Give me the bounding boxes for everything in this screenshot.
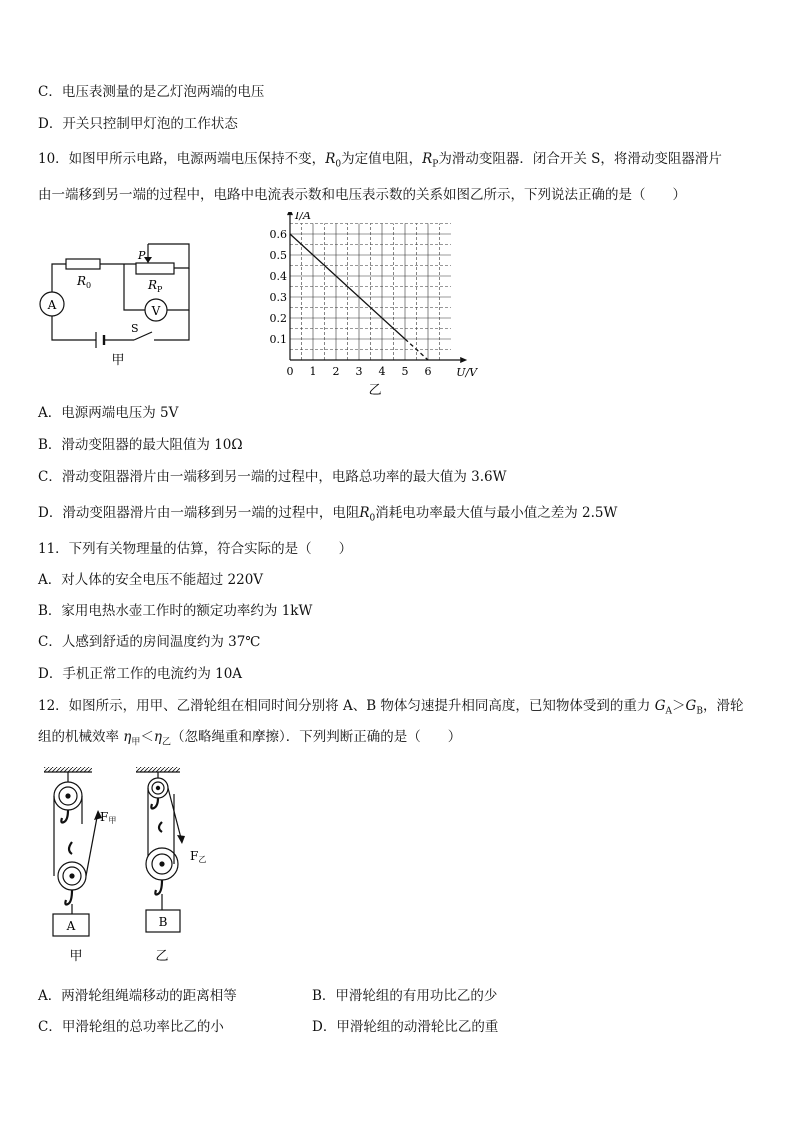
q10-option-b: B．滑动变阻器的最大阻值为 10Ω xyxy=(38,437,243,453)
q10-option-a: A．电源两端电压为 5V xyxy=(38,405,179,421)
y-tick-label: 0.5 xyxy=(269,249,287,262)
y-axis-arrow-icon xyxy=(287,212,293,215)
x-tick-label: 0 xyxy=(286,365,294,378)
pulley-diagram xyxy=(36,764,236,969)
box-b-label: B xyxy=(158,915,168,929)
caption-jia-pulley: 甲 xyxy=(69,949,83,964)
iu-graph-yi xyxy=(262,212,492,397)
svg-text:0: 0 xyxy=(86,281,92,290)
q9-option-d: D．开关只控制甲灯泡的工作状态 xyxy=(38,116,238,132)
q12-option-c: C．甲滑轮组的总功率比乙的小 xyxy=(38,1019,224,1035)
q12-stem-line2: 组的机械效率 $\eta_甲<\eta_乙$（忽略绳重和摩擦）．下列判断正确的是（ ） xyxy=(38,729,462,748)
q12-option-d: D．甲滑轮组的动滑轮比乙的重 xyxy=(312,1019,499,1035)
q11-stem: 11．下列有关物理量的估算，符合实际的是（ ） xyxy=(38,541,353,557)
switch-label: S xyxy=(131,322,139,335)
y-tick-label: 0.6 xyxy=(269,228,287,241)
q12-option-b: B．甲滑轮组的有用功比乙的少 xyxy=(312,988,498,1004)
svg-text:A: A xyxy=(47,298,57,312)
force-label-yi: F乙 xyxy=(190,849,207,864)
q10-stem-line1: 10．如图甲所示电路，电源两端电压保持不变，$R_0$为定值电阻，$R_P$为滑动变阻器．闭合开关 S，将滑动变阻器滑片 xyxy=(38,151,722,170)
force-label-jia: F甲 xyxy=(100,810,117,825)
q11-option-a: A．对人体的安全电压不能超过 220V xyxy=(38,572,264,588)
x-axis-arrow-icon xyxy=(460,357,467,363)
x-tick-label: 1 xyxy=(309,365,317,378)
svg-text:V: V xyxy=(151,304,161,318)
y-tick-label: 0.2 xyxy=(269,312,287,325)
rp-label: R xyxy=(148,278,158,292)
q10-stem-line2: 由一端移到另一端的过程中，电路中电流表示数和电压表示数的关系如图乙所示，下列说法正确的是（ ） xyxy=(38,187,686,203)
svg-text:P: P xyxy=(157,285,163,294)
x-tick-label: 5 xyxy=(401,365,409,378)
rheostat-rp xyxy=(136,263,174,274)
q9-option-c: C．电压表测量的是乙灯泡两端的电压 xyxy=(38,84,265,100)
y-tick-label: 0.3 xyxy=(269,291,287,304)
q11-option-d: D．手机正常工作的电流约为 10A xyxy=(38,666,243,682)
q11-option-c: C．人感到舒适的房间温度约为 37℃ xyxy=(38,634,261,650)
y-tick-label: 0.1 xyxy=(269,333,287,346)
x-tick-label: 2 xyxy=(332,365,340,378)
caption-yi-pulley: 乙 xyxy=(155,949,169,964)
q12-option-a: A．两滑轮组绳端移动的距离相等 xyxy=(38,988,237,1004)
x-tick-label: 6 xyxy=(424,365,432,378)
slider-label: P xyxy=(138,249,146,262)
x-tick-label: 3 xyxy=(355,365,363,378)
q11-option-b: B．家用电热水壶工作时的额定功率约为 1kW xyxy=(38,603,313,619)
pulley-system-jia xyxy=(44,767,98,936)
circuit-diagram-jia xyxy=(34,236,204,371)
force-arrow-yi-icon xyxy=(177,835,185,844)
x-tick-label: 4 xyxy=(378,365,386,378)
y-axis-label: I/A xyxy=(295,212,311,223)
q10-option-d: D．滑动变阻器滑片由一端移到另一端的过程中，电阻$R_0$消耗电功率最大值与最小值之差为 2.5W xyxy=(38,505,618,524)
q12-stem-line1: 12．如图所示，用甲、乙滑轮组在相同时间分别将 A、B 物体匀速提升相同高度，已知物体受到的重力 $G_A>G_B$，滑轮 xyxy=(38,698,744,717)
caption-jia: 甲 xyxy=(111,353,125,368)
pulley-system-yi xyxy=(136,767,182,932)
x-axis-label: U/V xyxy=(456,366,478,379)
caption-yi: 乙 xyxy=(368,383,382,397)
box-a-label: A xyxy=(66,919,76,933)
resistor-r0 xyxy=(66,259,100,269)
y-tick-label: 0.4 xyxy=(269,270,287,283)
r0-label: R xyxy=(77,274,87,288)
q10-option-c: C．滑动变阻器滑片由一端移到另一端的过程中，电路总功率的最大值为 3.6W xyxy=(38,469,507,485)
